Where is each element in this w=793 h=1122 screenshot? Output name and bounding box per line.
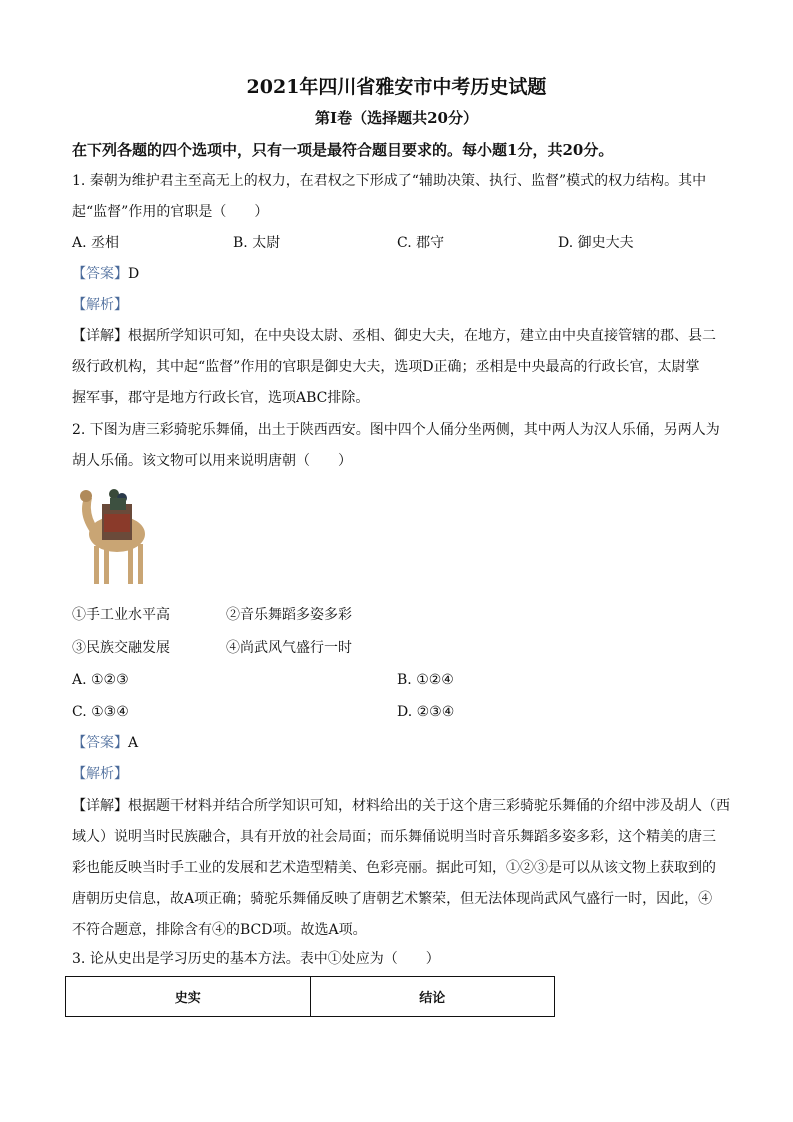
q2-detail-1 [72, 796, 730, 816]
q1-answer [72, 264, 139, 284]
page-title: 2021年四川省雅安市中考历史试题 [246, 76, 547, 98]
q1-detail-1 [72, 326, 716, 346]
q2-analysis-label: 【解析】 [72, 766, 128, 782]
q2-stem-line1: 2. 下图为唐三彩骑驼乐舞俑，出土于陕西西安。图中四个人俑分坐两侧，其中两人为汉人乐俑，另两人为 [72, 422, 720, 438]
q1-stem-line1: 1. 秦朝为维护君主至高无上的权力，在君权之下形成了“辅助决策、执行、监督”模式的权力结构。其中 [72, 173, 707, 189]
answer-value: D [128, 266, 140, 282]
q2-option-d: D. ②③④ [397, 704, 455, 720]
detail-text: 根据题干材料并结合所学知识可知，材料给出的关于这个唐三彩骑驼乐舞俑的介绍中涉及胡人（西 [128, 798, 730, 814]
instruction: 在下列各题的四个选项中，只有一项是最符合题目要求的。每小题1分，共20分。 [72, 141, 614, 159]
answer-label: 【答案】 [72, 266, 128, 282]
q3-stem: 3. 论从史出是学习历史的基本方法。表中①处应为（ ） [72, 951, 440, 967]
answer-label: 【答案】 [72, 735, 128, 751]
q2-detail-2: 域人）说明当时民族融合，具有开放的社会局面；而乐舞俑说明当时音乐舞蹈多姿多彩，这个精美的唐三 [72, 829, 716, 845]
q1-option-a: A. 丞相 [72, 235, 120, 251]
q1-detail-3: 握军事，郡守是地方行政长官，选项ABC排除。 [72, 390, 370, 406]
camel-figurine-image [72, 484, 152, 592]
q1-option-d: D. 御史大夫 [558, 235, 634, 251]
q2-item-2: ②音乐舞蹈多姿多彩 [226, 607, 352, 623]
q1-option-c: C. 郡守 [397, 235, 445, 251]
q2-option-a: A. ①②③ [72, 672, 129, 688]
table-header-conclusion: 结论 [310, 977, 555, 1017]
q2-option-b: B. ①②④ [397, 672, 454, 688]
table-header-facts: 史实 [66, 977, 311, 1017]
detail-label: 【详解】 [72, 328, 128, 344]
q2-option-c: C. ①③④ [72, 704, 129, 720]
q1-stem-line2: 起“监督”作用的官职是（ ） [72, 204, 269, 220]
q2-answer [72, 733, 138, 753]
q1-analysis-label: 【解析】 [72, 297, 128, 313]
q1-detail-2: 级行政机构，其中起“监督”作用的官职是御史大夫，选项D正确；丞相是中央最高的行政长官，太尉掌 [72, 359, 700, 375]
q2-detail-5: 不符合题意，排除含有④的BCD项。故选A项。 [72, 922, 367, 938]
q2-stem-line2: 胡人乐俑。该文物可以用来说明唐朝（ ） [72, 453, 352, 469]
q3-table [65, 976, 555, 1017]
q2-detail-4: 唐朝历史信息，故A项正确；骑驼乐舞俑反映了唐朝艺术繁荣，但无法体现尚武风气盛行一时，因此，④ [72, 891, 713, 907]
q2-item-4: ④尚武风气盛行一时 [226, 640, 352, 656]
q2-item-1: ①手工业水平高 [72, 607, 170, 623]
q2-detail-3: 彩也能反映当时手工业的发展和艺术造型精美、色彩亮丽。据此可知，①②③是可以从该文物上获取到的 [72, 860, 716, 876]
q2-item-3: ③民族交融发展 [72, 640, 170, 656]
detail-text: 根据所学知识可知，在中央设太尉、丞相、御史大夫，在地方，建立由中央直接管辖的郡、县二 [128, 328, 716, 344]
detail-label: 【详解】 [72, 798, 128, 814]
section-heading: 第Ⅰ卷（选择题共20分） [315, 109, 478, 127]
answer-value: A [128, 735, 139, 751]
q1-option-b: B. 太尉 [233, 235, 281, 251]
